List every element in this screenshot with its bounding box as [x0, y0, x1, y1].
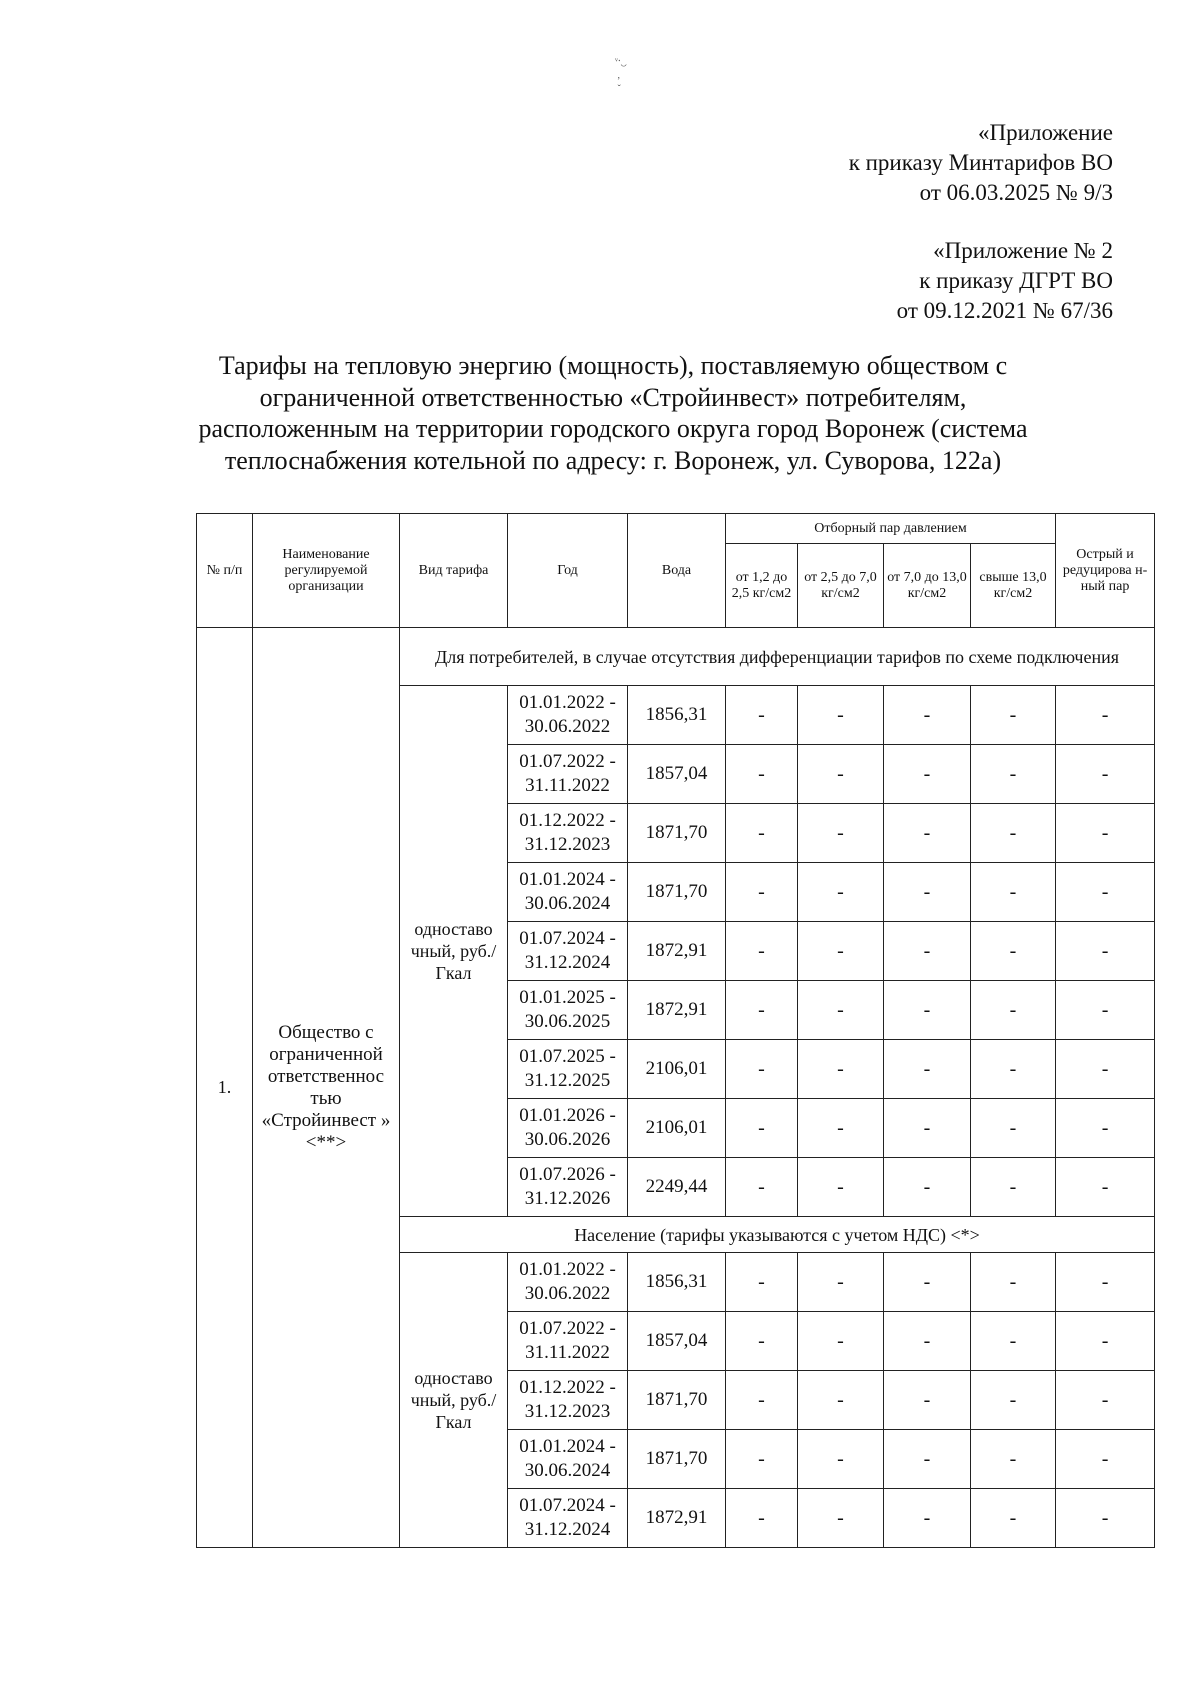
water-tariff: 1871,70 — [628, 1430, 726, 1489]
empty-value-cell: - — [884, 922, 971, 981]
empty-value-cell: - — [971, 981, 1056, 1040]
header-steam-1: от 1,2 до 2,5 кг/см2 — [726, 544, 798, 628]
empty-value-cell: - — [798, 1430, 884, 1489]
period-cell — [508, 1489, 628, 1548]
empty-value-cell: - — [726, 1489, 798, 1548]
period-cell — [508, 1040, 628, 1099]
period-start: 01.01.2024 - — [519, 1436, 616, 1457]
empty-value-cell: - — [971, 922, 1056, 981]
appendix-header-1 — [849, 118, 1113, 208]
empty-value-cell: - — [798, 1253, 884, 1312]
period-start: 01.01.2024 - — [519, 869, 616, 890]
empty-value-cell: - — [1056, 1253, 1155, 1312]
water-tariff: 1857,04 — [628, 1312, 726, 1371]
period-end: 30.06.2022 — [524, 1283, 611, 1304]
appendix-line: к приказу Минтарифов ВО — [848, 150, 1113, 175]
empty-value-cell: - — [971, 1371, 1056, 1430]
empty-value-cell: - — [726, 1099, 798, 1158]
water-tariff: 2106,01 — [628, 1099, 726, 1158]
empty-value-cell: - — [884, 1099, 971, 1158]
empty-value-cell: - — [798, 1099, 884, 1158]
period-end: 30.06.2024 — [524, 1460, 611, 1481]
period-end: 31.12.2023 — [524, 1401, 611, 1422]
empty-value-cell: - — [726, 1371, 798, 1430]
period-end: 31.12.2025 — [524, 1070, 611, 1091]
empty-value-cell: - — [798, 863, 884, 922]
empty-value-cell: - — [971, 1040, 1056, 1099]
period-cell — [508, 745, 628, 804]
period-cell — [508, 1312, 628, 1371]
empty-value-cell: - — [798, 1312, 884, 1371]
header-kind: Вид тарифа — [400, 514, 508, 628]
appendix-line: от 06.03.2025 № 9/3 — [919, 180, 1113, 205]
empty-value-cell: - — [1056, 1158, 1155, 1217]
empty-value-cell: - — [726, 1312, 798, 1371]
empty-value-cell: - — [798, 1040, 884, 1099]
period-end: 31.11.2022 — [525, 775, 610, 796]
empty-value-cell: - — [971, 1253, 1056, 1312]
empty-value-cell: - — [971, 1430, 1056, 1489]
period-cell — [508, 863, 628, 922]
period-end: 30.06.2024 — [524, 893, 611, 914]
period-start: 01.12.2022 - — [519, 810, 616, 831]
empty-value-cell: - — [971, 804, 1056, 863]
period-start: 01.07.2022 - — [519, 1318, 616, 1339]
period-start: 01.07.2025 - — [519, 1046, 616, 1067]
empty-value-cell: - — [726, 1040, 798, 1099]
section-title: Население (тарифы указываются с учетом НДС) <*> — [400, 1217, 1155, 1253]
empty-value-cell: - — [798, 981, 884, 1040]
empty-value-cell: - — [1056, 1371, 1155, 1430]
appendix-line: к приказу ДГРТ ВО — [919, 268, 1113, 293]
empty-value-cell: - — [1056, 686, 1155, 745]
empty-value-cell: - — [884, 1253, 971, 1312]
water-tariff: 2249,44 — [628, 1158, 726, 1217]
header-year: Год — [508, 514, 628, 628]
empty-value-cell: - — [884, 863, 971, 922]
period-start: 01.12.2022 - — [519, 1377, 616, 1398]
empty-value-cell: - — [1056, 745, 1155, 804]
document-title — [120, 350, 1106, 476]
header-sharp-steam: Острый и редуцирова н- ный пар — [1056, 514, 1155, 628]
appendix-header-2 — [897, 236, 1113, 326]
period-start: 01.07.2022 - — [519, 751, 616, 772]
appendix-line: «Приложение № 2 — [933, 238, 1113, 263]
empty-value-cell: - — [1056, 922, 1155, 981]
empty-value-cell: - — [884, 804, 971, 863]
section-title: Для потребителей, в случае отсутствия дифференциации тарифов по схеме подключения — [400, 628, 1155, 686]
empty-value-cell: - — [798, 745, 884, 804]
period-start: 01.01.2026 - — [519, 1105, 616, 1126]
period-cell — [508, 804, 628, 863]
empty-value-cell: - — [971, 745, 1056, 804]
empty-value-cell: - — [884, 686, 971, 745]
empty-value-cell: - — [884, 1158, 971, 1217]
empty-value-cell: - — [1056, 804, 1155, 863]
water-tariff: 1856,31 — [628, 686, 726, 745]
empty-value-cell: - — [1056, 1489, 1155, 1548]
empty-value-cell: - — [798, 686, 884, 745]
empty-value-cell: - — [884, 1040, 971, 1099]
empty-value-cell: - — [1056, 1312, 1155, 1371]
title-line: расположенным на территории городского округа город Воронеж (система — [198, 414, 1028, 443]
empty-value-cell: - — [726, 981, 798, 1040]
period-start: 01.01.2022 - — [519, 692, 616, 713]
period-start: 01.01.2025 - — [519, 987, 616, 1008]
period-cell — [508, 1158, 628, 1217]
empty-value-cell: - — [884, 1489, 971, 1548]
empty-value-cell: - — [726, 863, 798, 922]
water-tariff: 2106,01 — [628, 1040, 726, 1099]
period-end: 30.06.2026 — [524, 1129, 611, 1150]
empty-value-cell: - — [971, 1312, 1056, 1371]
empty-value-cell: - — [726, 745, 798, 804]
empty-value-cell: - — [971, 863, 1056, 922]
period-end: 31.12.2024 — [524, 952, 611, 973]
header-steam-4: свыше 13,0 кг/см2 — [971, 544, 1056, 628]
empty-value-cell: - — [1056, 1430, 1155, 1489]
header-water: Вода — [628, 514, 726, 628]
empty-value-cell: - — [798, 1158, 884, 1217]
period-end: 31.11.2022 — [525, 1342, 610, 1363]
empty-value-cell: - — [971, 1099, 1056, 1158]
water-tariff: 1871,70 — [628, 804, 726, 863]
empty-value-cell: - — [798, 1489, 884, 1548]
period-cell — [508, 922, 628, 981]
organization-name: Общество с ограниченной ответственнос тью «Стройинвест » <**> — [253, 628, 400, 1548]
water-tariff: 1871,70 — [628, 863, 726, 922]
period-cell — [508, 686, 628, 745]
header-steam-group: Отборный пар давлением — [726, 514, 1056, 544]
empty-value-cell: - — [726, 686, 798, 745]
water-tariff: 1857,04 — [628, 745, 726, 804]
period-end: 30.06.2025 — [524, 1011, 611, 1032]
tariff-table — [196, 513, 1155, 1548]
header-org: Наименование регулируемой организации — [253, 514, 400, 628]
appendix-line: от 09.12.2021 № 67/36 — [896, 298, 1113, 323]
empty-value-cell: - — [798, 804, 884, 863]
empty-value-cell: - — [1056, 863, 1155, 922]
tariff-kind: одноставо чный, руб./Гкал — [400, 1253, 508, 1548]
empty-value-cell: - — [726, 1253, 798, 1312]
empty-value-cell: - — [726, 922, 798, 981]
header-steam-2: от 2,5 до 7,0 кг/см2 — [798, 544, 884, 628]
section-row — [197, 628, 1155, 686]
empty-value-cell: - — [971, 686, 1056, 745]
water-tariff: 1871,70 — [628, 1371, 726, 1430]
title-line: Тарифы на тепловую энергию (мощность), поставляемую обществом с — [218, 351, 1008, 380]
period-cell — [508, 1371, 628, 1430]
water-tariff: 1872,91 — [628, 981, 726, 1040]
tariff-kind: одноставо чный, руб./Гкал — [400, 686, 508, 1217]
period-start: 01.07.2024 - — [519, 1495, 616, 1516]
row-number: 1. — [197, 628, 253, 1548]
empty-value-cell: - — [1056, 1040, 1155, 1099]
period-start: 01.07.2026 - — [519, 1164, 616, 1185]
empty-value-cell: - — [1056, 1099, 1155, 1158]
title-line: ограниченной ответственностью «Стройинвест» потребителям, — [259, 382, 967, 412]
period-start: 01.01.2022 - — [519, 1259, 616, 1280]
appendix-line: «Приложение — [978, 120, 1113, 145]
empty-value-cell: - — [726, 1430, 798, 1489]
empty-value-cell: - — [726, 1158, 798, 1217]
water-tariff: 1856,31 — [628, 1253, 726, 1312]
empty-value-cell: - — [798, 1371, 884, 1430]
period-end: 31.12.2026 — [524, 1188, 611, 1209]
period-cell — [508, 981, 628, 1040]
empty-value-cell: - — [884, 981, 971, 1040]
period-cell — [508, 1253, 628, 1312]
water-tariff: 1872,91 — [628, 1489, 726, 1548]
empty-value-cell: - — [884, 1371, 971, 1430]
header-num: № п/п — [197, 514, 253, 628]
title-line: теплоснабжения котельной по адресу: г. Воронеж, ул. Суворова, 122а) — [224, 445, 1002, 475]
empty-value-cell: - — [884, 1430, 971, 1489]
empty-value-cell: - — [884, 1312, 971, 1371]
period-cell — [508, 1099, 628, 1158]
period-end: 30.06.2022 — [524, 716, 611, 737]
period-end: 31.12.2023 — [524, 834, 611, 855]
header-steam-3: от 7,0 до 13,0 кг/см2 — [884, 544, 971, 628]
period-cell — [508, 1430, 628, 1489]
empty-value-cell: - — [971, 1158, 1056, 1217]
water-tariff: 1872,91 — [628, 922, 726, 981]
empty-value-cell: - — [798, 922, 884, 981]
empty-value-cell: - — [884, 745, 971, 804]
empty-value-cell: - — [971, 1489, 1056, 1548]
empty-value-cell: - — [726, 804, 798, 863]
scan-specks: ᵛ⸱‿ , ˇ — [615, 56, 627, 95]
period-start: 01.07.2024 - — [519, 928, 616, 949]
period-end: 31.12.2024 — [524, 1519, 611, 1540]
empty-value-cell: - — [1056, 981, 1155, 1040]
